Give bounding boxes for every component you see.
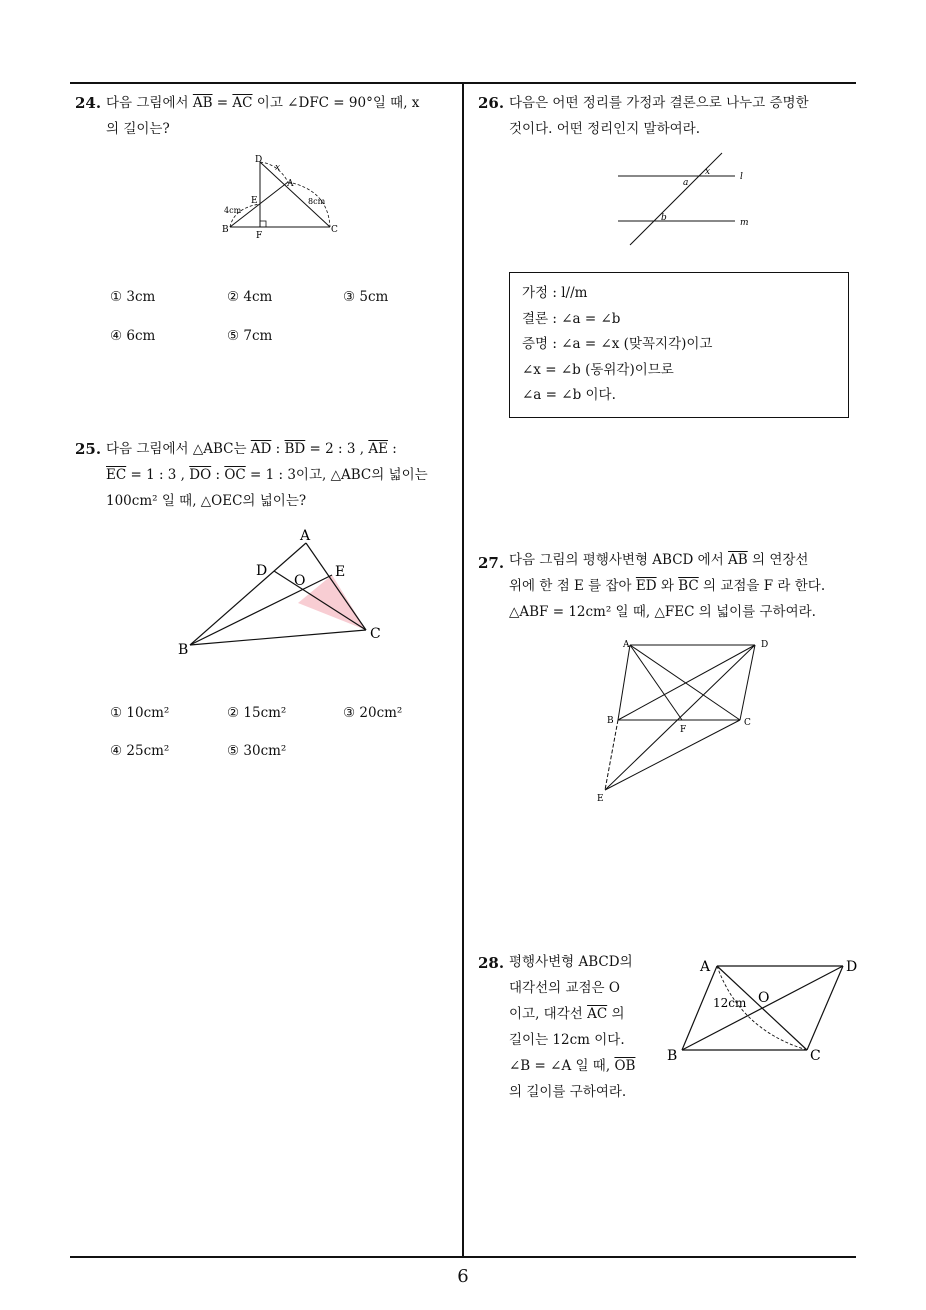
q27-number: 27. <box>478 554 505 572</box>
q24-number: 24. <box>75 94 102 112</box>
q25-number: 25. <box>75 440 102 458</box>
q26-proof-2: ∠x = ∠b (동위각)이므로 <box>522 361 674 378</box>
q27-label-a: A <box>623 640 630 650</box>
q28-label-12cm: 12cm <box>713 996 747 1010</box>
q25-label-a: A <box>300 528 311 544</box>
q25-label-e: E <box>335 564 346 580</box>
q28-label-b: B <box>667 1048 678 1064</box>
q26-label-l: l <box>740 172 743 182</box>
q26-proof-box <box>509 272 849 418</box>
q24-figure <box>210 150 350 240</box>
q24-text: 다음 그림에서 $\overline{AB} = \overline{AC}$ 이고 ∠DFC = 90°일 때, x 의 길이는? <box>106 95 420 137</box>
q28-figure <box>660 952 870 1067</box>
q28-label-c: C <box>810 1048 821 1064</box>
q27-label-d: D <box>761 640 769 650</box>
q25-text: 다음 그림에서 △ABC는 $\overline{AD}$ : $\overline{BD} = 2$ : 3 , $\overline{AE}$ : $\overline{EC} = 1$ : 3 , $\overline{DO}$ : $\overline{OC} = 1$ : 3이고, △ABC의 넓이는 100cm² 일 때, △OEC의 넓이는? <box>106 441 428 509</box>
q24-label-d: D <box>255 155 263 165</box>
q27-label-e: E <box>597 794 604 804</box>
q24-choice-4[interactable]: ④ 6cm <box>110 328 156 344</box>
q25-choice-2[interactable]: ② 15cm² <box>227 705 287 721</box>
q26-figure <box>610 148 770 248</box>
q25-label-b: B <box>178 642 189 658</box>
page-number: 6 <box>457 1266 469 1287</box>
q26-assumption: 가정 : l//m <box>522 285 588 301</box>
q28-label-d: D <box>846 959 858 975</box>
bottom-rule <box>70 1256 856 1258</box>
q26-label-m: m <box>740 218 749 228</box>
q25-choice-1[interactable]: ① 10cm² <box>110 705 170 721</box>
q26-proof-1: 증명 : ∠a = ∠x (맞꼭지각)이고 <box>522 336 713 352</box>
q26-label-x: x <box>705 167 711 177</box>
q28-text: 평행사변형 ABCD의 대각선의 교점은 O 이고, 대각선 $\overline{AC}$ 의 길이는 12cm 이다. ∠B = ∠A 일 때, $\overline{OB}$ 의 길이를 구하여라. <box>509 954 636 1100</box>
q24-label-b: B <box>222 225 229 235</box>
q24-label-e: E <box>251 196 258 206</box>
q24-label-x: x <box>275 163 281 173</box>
q26-number: 26. <box>478 94 505 112</box>
q24-label-4cm: 4cm <box>224 206 242 215</box>
q24-choice-3[interactable]: ③ 5cm <box>343 289 389 305</box>
q25-choice-3[interactable]: ③ 20cm² <box>343 705 403 721</box>
q27-label-c: C <box>744 718 751 728</box>
q26-text: 다음은 어떤 정리를 가정과 결론으로 나누고 증명한 것이다. 어떤 정리인지 말하여라. <box>509 95 809 137</box>
q25-label-o: O <box>294 573 306 589</box>
q26-proof-3: ∠a = ∠b 이다. <box>522 387 616 403</box>
q24-choice-5[interactable]: ⑤ 7cm <box>227 328 273 344</box>
q27-label-b: B <box>607 716 614 726</box>
q24-label-8cm: 8cm <box>308 197 326 206</box>
column-divider <box>462 82 464 1257</box>
q25-choice-4[interactable]: ④ 25cm² <box>110 743 170 759</box>
q26-label-a: a <box>683 178 689 188</box>
q24-label-c: C <box>331 225 338 235</box>
q28-label-a: A <box>700 959 711 975</box>
q25-label-d: D <box>256 563 268 579</box>
q26-conclusion: 결론 : ∠a = ∠b <box>522 310 621 327</box>
q24-label-a: A <box>287 179 294 189</box>
q25-choice-5[interactable]: ⑤ 30cm² <box>227 743 287 759</box>
q24-choice-1[interactable]: ① 3cm <box>110 289 156 305</box>
q28-number: 28. <box>478 954 505 972</box>
q25-figure <box>170 525 400 660</box>
q28-label-o: O <box>758 990 770 1006</box>
q26-label-b: b <box>661 213 667 223</box>
q27-text: 다음 그림의 평행사변형 ABCD 에서 $\overline{AB}$ 의 연장선 위에 한 점 E 를 잡아 $\overline{ED}$ 와 $\overline{BC}$ 의 교점을 F 라 한다. △ABF = 12cm² 일 때, △FEC 의 넓이를 구하여라. <box>509 552 826 620</box>
q24-choice-2[interactable]: ② 4cm <box>227 289 273 305</box>
q24-label-f: F <box>256 231 263 240</box>
q27-label-f: F <box>680 725 687 735</box>
q27-figure <box>590 635 780 810</box>
q25-label-c: C <box>370 626 381 642</box>
